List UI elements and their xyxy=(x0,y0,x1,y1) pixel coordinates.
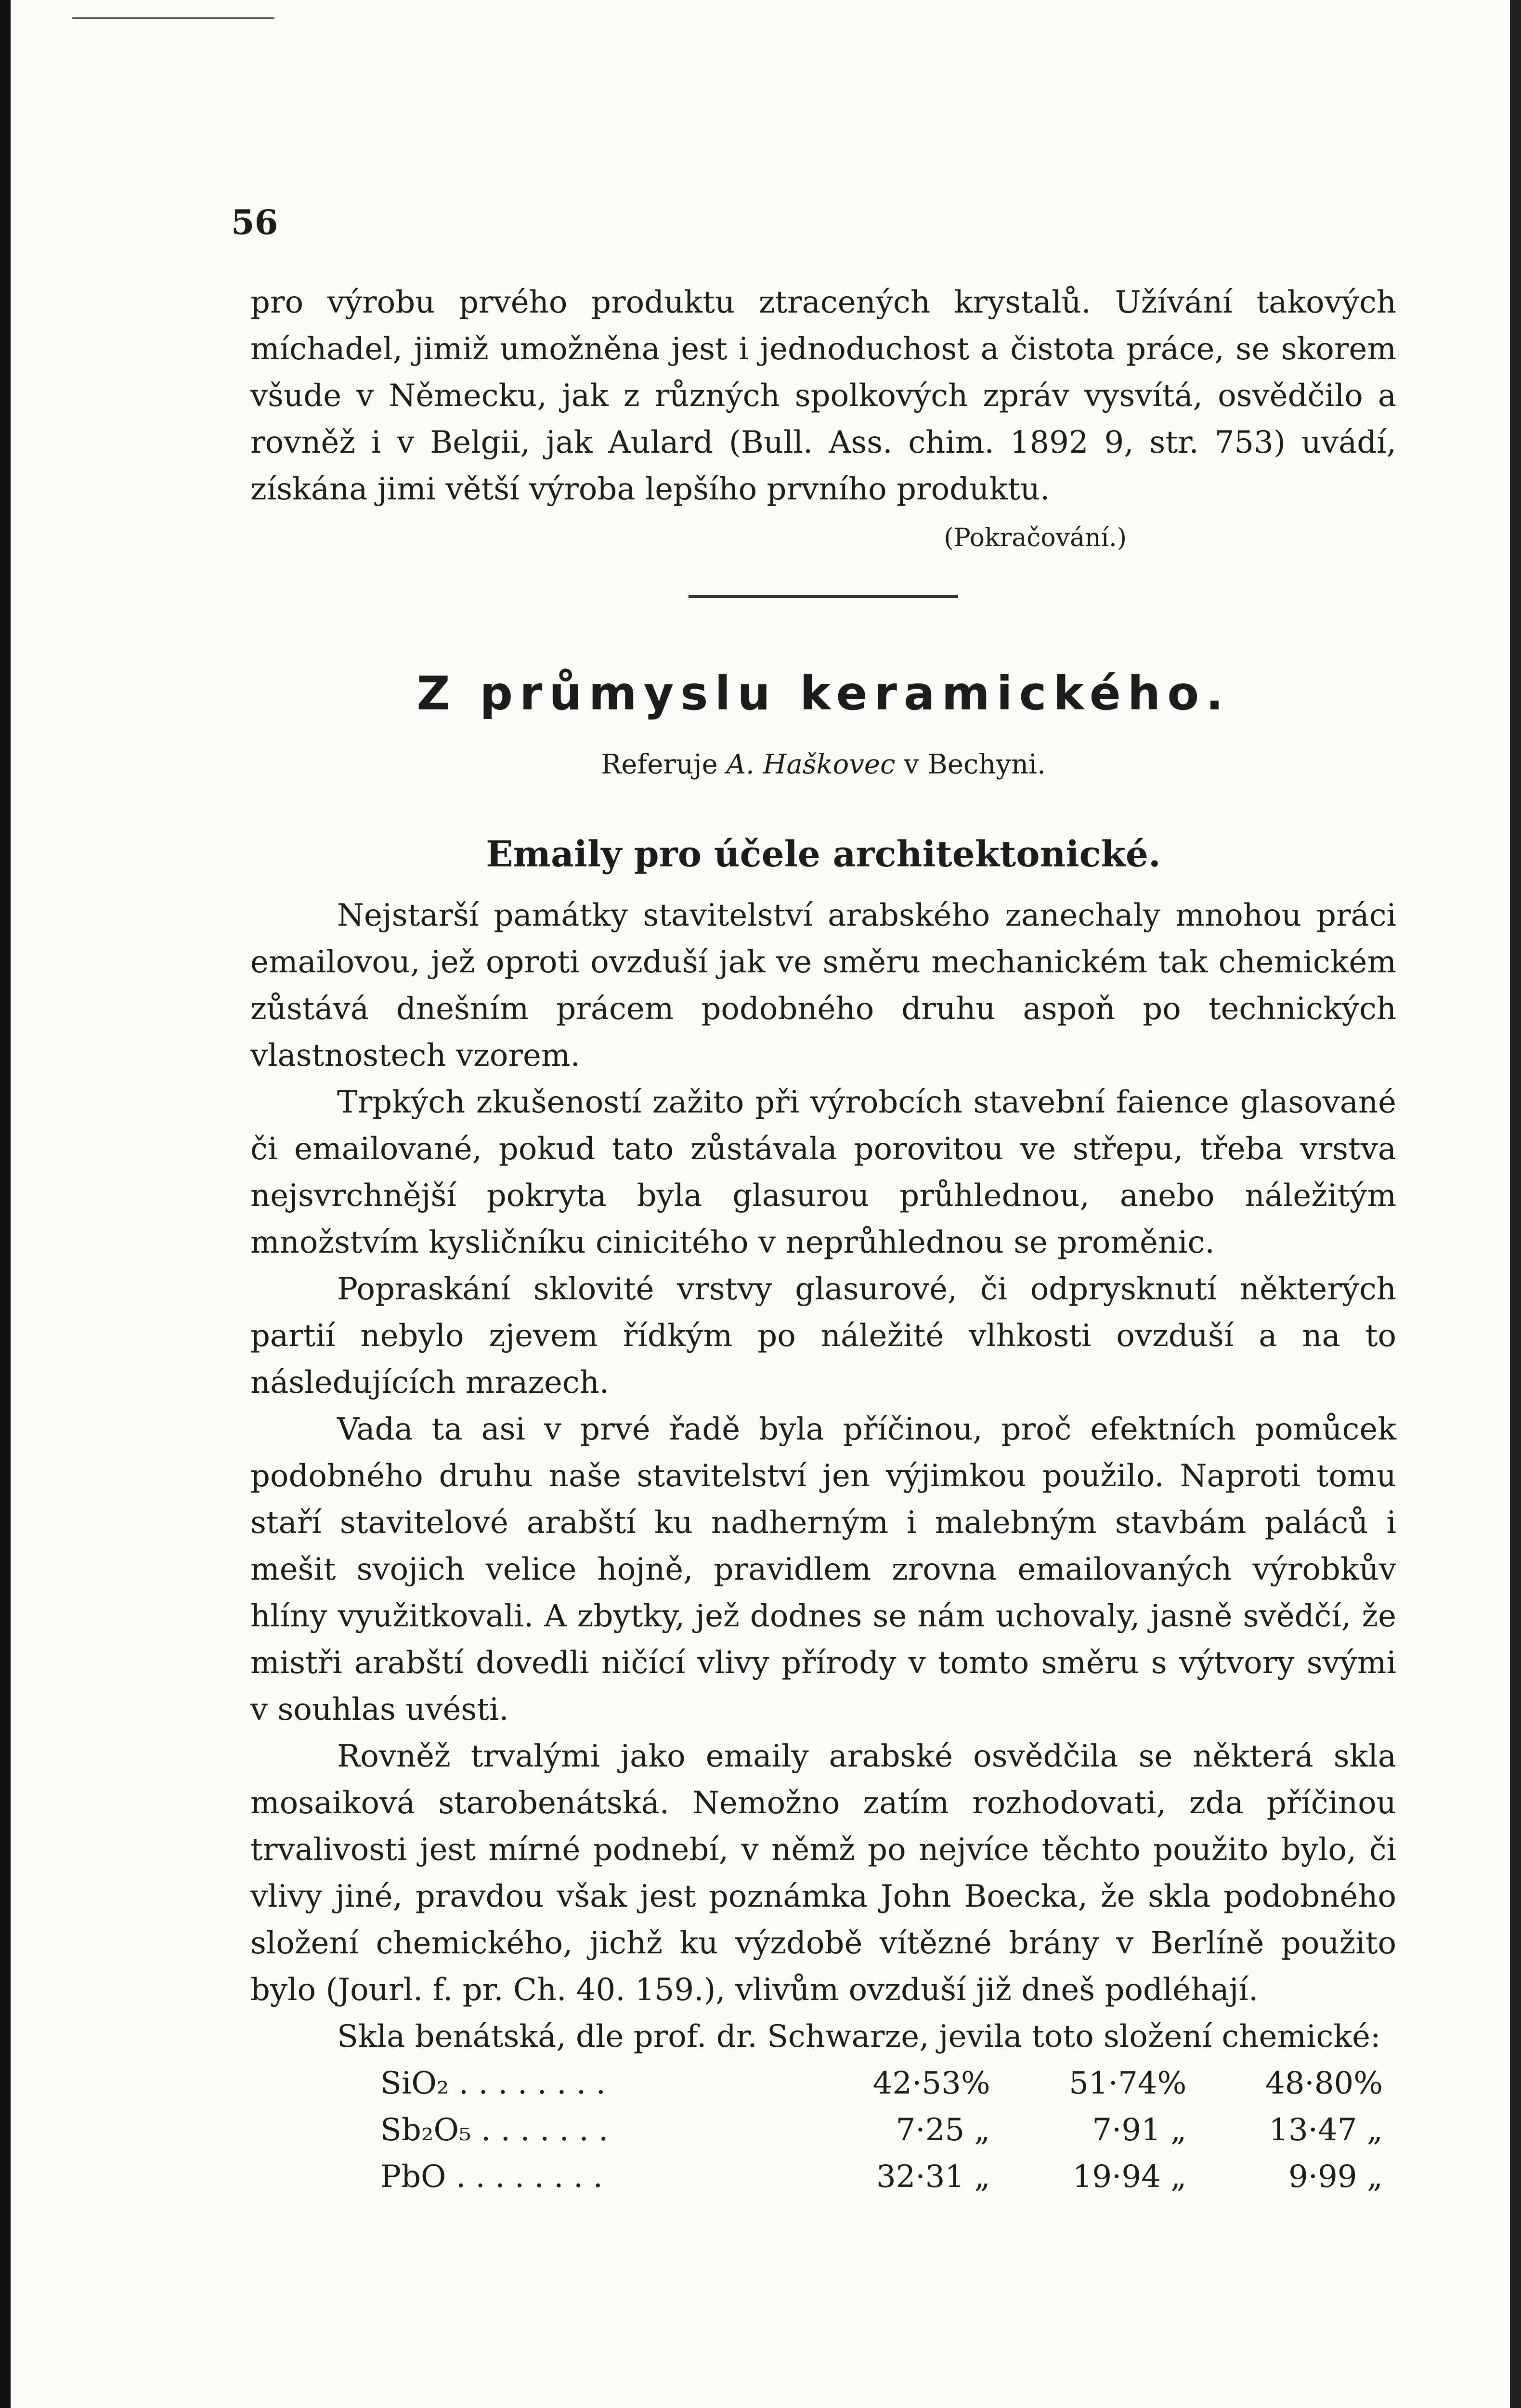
table-row xyxy=(380,2060,1396,2107)
page-number: 56 xyxy=(231,202,278,242)
value-cell: 13·47 „ xyxy=(1269,2112,1383,2148)
article-paragraph: Trpkých zkušeností zažito při výrobcích stavební faience glasované či emailované, pokud tato zůstávala porovitou ve střepu, třeba vrstva nejsvrchnější pokryta byla glasurou průhlednou, anebo náležitým množstvím kysličníku cinicitého v neprůhlednou se proměnic. xyxy=(250,1085,1396,1260)
article-paragraph: Nejstarší památky stavitelství arabského zanechaly mnohou práci emailovou, jež oproti ovzduší jak ve směru mechanickém tak chemickém zůstává dnešním prácem podobného druhu aspoň po technických vlastnostech vzorem. xyxy=(250,898,1396,1073)
value-cell: 48·80% xyxy=(1265,2066,1383,2101)
value-cell: 9·99 „ xyxy=(1288,2159,1383,2195)
value-cell: 19·94 „ xyxy=(1072,2159,1187,2195)
compound-cell: Sb₂O₅ . . . . . . . xyxy=(380,2112,609,2148)
value-cell: 32·31 „ xyxy=(876,2159,990,2195)
article-paragraph: Skla benátská, dle prof. dr. Schwarze, jevila toto složení chemické: xyxy=(337,2019,1381,2055)
scan-border-left xyxy=(0,0,11,2408)
value-cell: 7·91 „ xyxy=(1092,2112,1187,2148)
article-paragraph: Vada ta asi v prvé řadě byla příčinou, proč efektních pomůcek podobného druhu naše stavitelství jen výjimkou použilo. Naproti tomu staří stavitelové arabští ku nadherným i malebným stavbám paláců i mešit svojich velice hojně, pravidlem zrovna emailovaných výrobkův hlíny využitkovali. A zbytky, jež dodnes se nám uchovaly, jasně svědčí, že mistři arabští dovedli ničící vlivy přírody v tomto směru s výtvory svými v souhlas uvésti. xyxy=(250,1412,1396,1727)
page-body xyxy=(250,279,1396,2200)
table-row xyxy=(380,2107,1396,2154)
composition-table xyxy=(380,2060,1396,2200)
section-divider xyxy=(689,595,958,598)
value-cell: 42·53% xyxy=(872,2066,990,2101)
scan-top-mark xyxy=(72,6,274,19)
article-paragraph: Popraskání sklovité vrstvy glasurové, či odprysknutí některých partií nebylo zjevem řídkým po náležité vlhkosti ovzduší a na to následujících mrazech. xyxy=(250,1271,1396,1400)
article-subtitle: Emaily pro účele architektonické. xyxy=(486,834,1161,875)
author-line xyxy=(250,741,1396,788)
compound-cell: SiO₂ . . . . . . . . xyxy=(380,2066,606,2101)
author-name: A. Haškovec xyxy=(726,749,896,780)
author-suffix: v Bechyni. xyxy=(904,749,1046,780)
continuation-note: (Pokračování.) xyxy=(944,523,1127,552)
section-title: Z průmyslu keramického. xyxy=(416,667,1230,720)
article-paragraph: Rovněž trvalými jako emaily arabské osvědčila se některá skla mosaiková starobenátská. Nemožno zatím rozhodovati, zda příčinou trvalivosti jest mírné podnebí, v němž po nejvíce těchto použito bylo, či vlivy jiné, pravdou však jest poznámka John Boecka, že skla podobného složení chemického, jichž ku výzdobě vítězné brány v Berlíně použito bylo (Jourl. f. pr. Ch. 40. 159.), vlivům ovzduší již dneš podléhají. xyxy=(250,1739,1396,2008)
continuation-paragraph: pro výrobu prvého produktu ztracených krystalů. Užívání takových míchadel, jimiž umožněna jest i jednoduchost a čistota práce, se skorem všude v Německu, jak z různých spolkových zpráv vysvítá, osvědčilo a rovněž i v Belgii, jak Aulard (Bull. Ass. chim. 1892 9, str. 753) uvádí, získána jimi větší výroba lepšího prvního produktu. xyxy=(250,285,1396,507)
table-row xyxy=(380,2154,1396,2200)
scan-border-right xyxy=(1510,0,1521,2408)
author-prefix: Referuje xyxy=(601,749,718,780)
value-cell: 51·74% xyxy=(1069,2066,1187,2101)
compound-cell: PbO . . . . . . . . xyxy=(380,2159,603,2195)
value-cell: 7·25 „ xyxy=(896,2112,990,2148)
